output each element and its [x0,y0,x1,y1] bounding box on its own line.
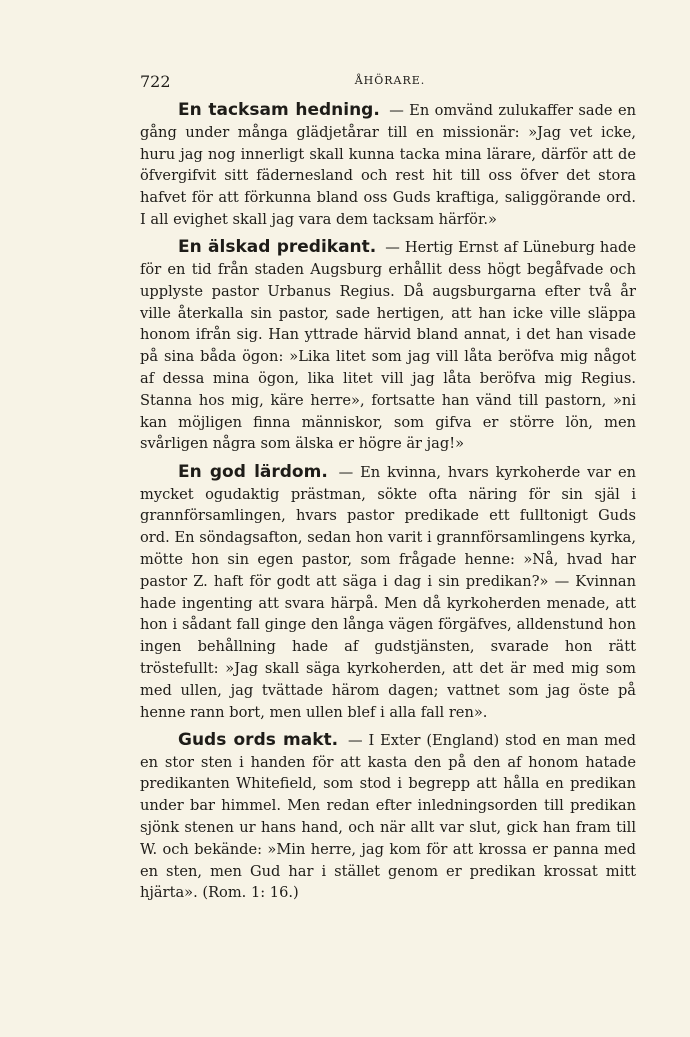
anecdote-alskad-predikant [140,237,636,455]
section-text: — En omvänd zulukaffer sade en gång under många glädjetårar till en missionär: »Jag vet icke, huru jag nog innerligt skall kunna tacka mina lärare, därför att de öfvergifvit sitt fädernesland och rest hit till oss öfver det stora hafvet för att förkunna bland oss Guds kraftiga, saliggörande ord. I all evighet skall jag vara dem tacksam härför.» [140,102,636,228]
section-text: — I Exter (England) stod en man med en stor sten i handen för att kasta den på den af honom hatade predikanten Whitefield, som stod i begrepp att hålla en predikan under bar himmel. Men redan efter inledningsorden till predikan sjönk stenen ur hans hand, och när allt var slut, gick han fram till W. och bekände: »Min herre, jag kom för att krossa er panna med en sten, men Gud har i stället genom er predikan krossat mitt hjärta». (Rom. 1: 16.) [140,731,637,902]
section-heading: En god lärdom. [178,461,328,482]
page-header [140,72,640,94]
body-text [140,100,636,911]
section-heading: En tacksam hedning. [178,100,380,120]
section-heading: En älskad predikant. [178,237,377,258]
anecdote-god-lardom [140,462,636,724]
section-text: — En kvinna, hvars kyrkoherde var en mycket ogudaktig prästman, sökte ofta näring för sin själ i grannförsamlingen, hvars pastor predikade ett fulltonigt Guds ord. En söndagsafton, sedan hon varit i grannförsamlingens kyrka, mötte hon sin egen pastor, som frågade henne: »Nå, hvad har pastor Z. haft för godt att säga i dag i sin predikan?» — Kvinnan hade ingenting att svara härpå. Men då kyrkoherden menade, att hon i sådant fall ginge den långa vägen förgäfves, alldenstund hon ingen behållning hade af gudstjänsten, svarade hon rätt tröstefullt: »Jag skall säga kyrkoherden, att det är med mig som med ullen, jag tvättade härom dagen; vattnet som jag öste på henne rann bort, men ullen blef i alla fall ren». [140,463,636,721]
running-title: ÅHÖRARE. [354,74,426,87]
section-heading: Guds ords makt. [178,729,339,750]
anecdote-guds-ords-makt [140,730,636,904]
page-number: 722 [140,72,171,91]
section-text: — Hertig Ernst af Lüneburg hade för en tid från staden Augsburg erhållit dess högt begåfvade och upplyste pastor Urbanus Regius. Då augsburgarna efter två år ville återkalla sin pastor, sade hertigen, att han icke ville släppa honom ifrån sig. Han yttrade härvid bland annat, i det han visade på sina båda ögon: »Lika litet som jag vill låta beröfva mig något af dessa mina ögon, lika litet vill jag låta beröfva mig Regius. Stanna hos mig, käre herre», fortsatte han vänd till pastorn, »ni kan möjligen finna människor, som gifva er större lön, men svårligen några som älska er högre är jag!» [140,239,637,453]
anecdote-tacksam-hedning [140,100,636,231]
